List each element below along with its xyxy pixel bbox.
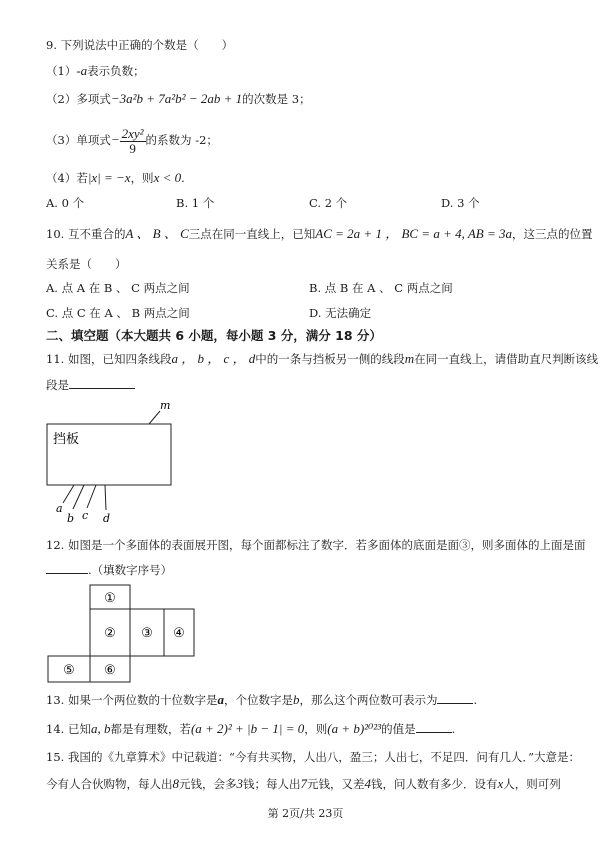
q11-line-1: 11. 如图，已知四条线段a ， b ， c ， d中的一条与挡板另一侧的线段m在同一直线上，请借助直尺判断该线 <box>46 351 599 366</box>
segment-c <box>87 485 96 508</box>
q12-line-1: 12. 如图是一个多面体的表面展开图，每个面都标注了数字．若多面体的底面是面③，则多面体的上面是面 <box>46 538 586 552</box>
q15-line-1: 15. 我国的《九章算术》中记载道：“今有共买物，人出八，盈三；人出七，不足四．问有几人．”大意是： <box>46 750 580 764</box>
q10-option-c: C. 点 C 在 A 、 B 两点之间 <box>46 306 190 320</box>
fraction: $\frac{\text{2xy²}}{9}$ <box>121 125 144 156</box>
q10-line-2: 关系是（ ） <box>46 257 127 271</box>
face-1-label: ① <box>104 591 116 606</box>
segment-a <box>63 485 74 503</box>
q9-option-c: C. 2 个 <box>309 196 348 210</box>
q9-statement-4: （4）若|x| = −x，则x < 0. <box>46 170 185 185</box>
q11-line-2: 段是 <box>46 376 135 393</box>
q9-statement-3: （3）单项式− $\frac{\text{2xy²}}{9}$ 的系数为 -2； <box>46 125 218 156</box>
q9-statement-2: （2）多项式−3a²b + 7a²b² − 2ab + 1的次数是 3； <box>46 91 311 106</box>
segment-m <box>149 411 160 424</box>
face-6-label: ⑥ <box>104 663 116 678</box>
page-footer: 第 2页/共 23页 <box>267 807 344 820</box>
q10-option-a: A. 点 A 在 B 、 C 两点之间 <box>46 281 190 295</box>
label-c: c <box>82 509 89 522</box>
q15-line-2: 今有人合伙购物，每人出8元钱，会多3钱；每人出7元钱，又差4钱，问人数有多少．设有x人，则可列 <box>46 776 561 791</box>
q9-option-d: D. 3 个 <box>441 196 480 210</box>
face-3-label: ③ <box>141 626 153 641</box>
q13-line: 13. 如果一个两位数的十位数字是a，个位数字是b，那么这个两位数可表示为 . <box>46 692 478 707</box>
q9-option-b: B. 1 个 <box>176 196 215 210</box>
q9-option-a: A. 0 个 <box>46 196 85 210</box>
q9-stem: 9. 下列说法中正确的个数是（ ） <box>46 38 234 52</box>
segment-d <box>105 485 106 510</box>
q12-line-2: .（填数字序号） <box>46 561 172 578</box>
board-label: 挡板 <box>53 432 80 447</box>
face-4-label: ④ <box>173 626 185 641</box>
q9-statement-1: （1）-a表示负数； <box>46 63 145 78</box>
q10-option-b: B. 点 B 在 A 、 C 两点之间 <box>309 281 453 295</box>
q10-option-d: D. 无法确定 <box>309 306 372 320</box>
answer-blank <box>416 720 452 733</box>
label-m: m <box>160 399 171 412</box>
label-d: d <box>103 512 111 525</box>
label-a: a <box>56 502 63 515</box>
face-5-label: ⑤ <box>63 663 75 678</box>
segment-b <box>73 485 84 509</box>
q11-figure <box>40 396 200 528</box>
section-2-title: 二、填空题（本大题共 6 小题，每小题 3 分，满分 18 分） <box>46 328 382 343</box>
q10-line-1: 10. 互不重合的A 、 B 、 C三点在同一直线上，已知AC = 2a + 1 ， BC = a + 4, AB = 3a，这三点的位置 <box>46 226 593 241</box>
answer-blank <box>69 376 135 389</box>
answer-blank <box>437 691 473 704</box>
q12-net-figure <box>44 581 204 685</box>
face-2-label: ② <box>104 626 116 641</box>
answer-blank <box>46 561 88 574</box>
label-b: b <box>67 512 75 525</box>
q14-line: 14. 已知a, b都是有理数，若(a + 2)² + |b − 1| = 0，则(a + b)²⁰²³的值是 . <box>46 721 456 736</box>
